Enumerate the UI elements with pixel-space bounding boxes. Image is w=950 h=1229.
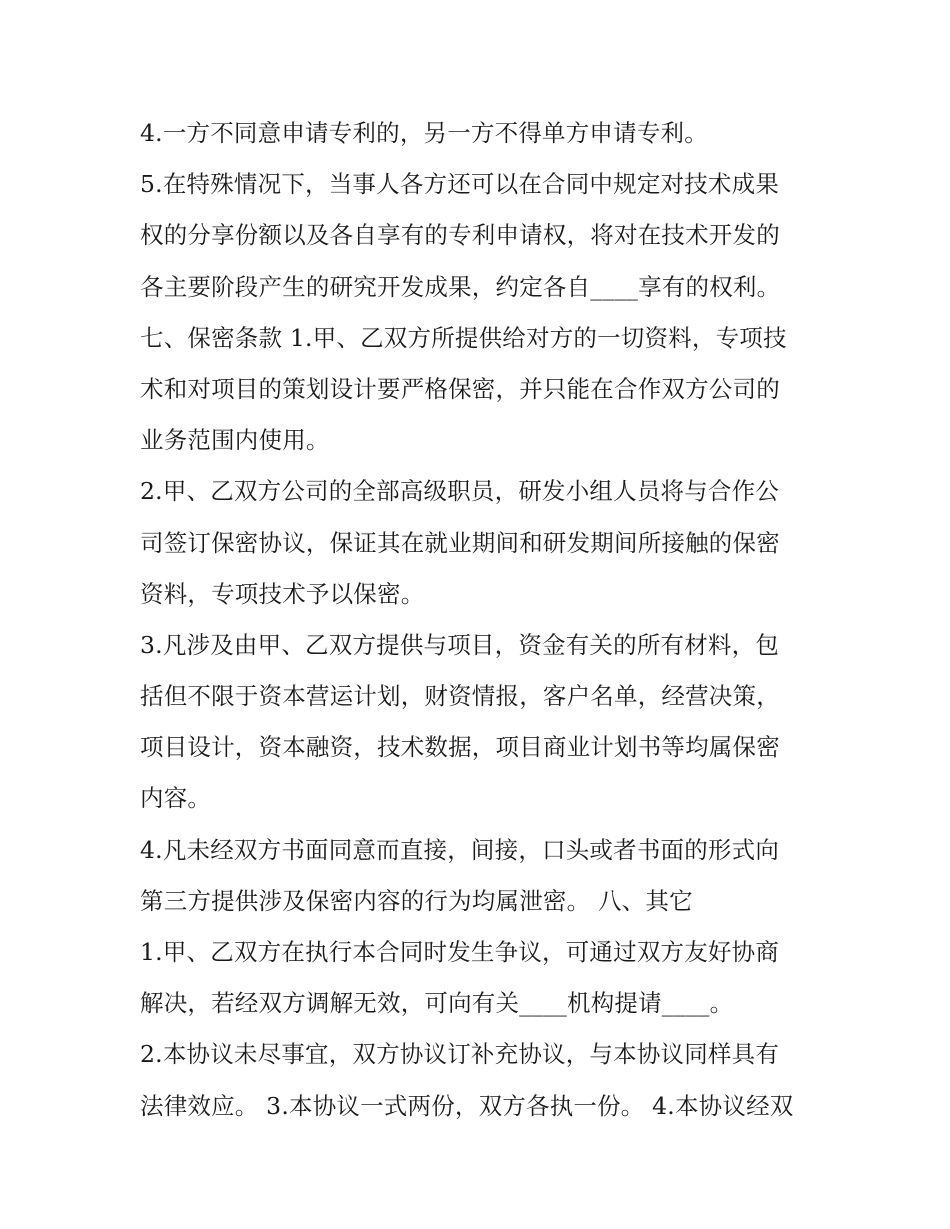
text-line: 七、保密条款 1.甲、乙双方所提供给对方的一切资料，专项技 [140,323,787,352]
text-line: 括但不限于资本营运计划，财资情报，客户名单，经营决策， [140,682,780,711]
text-line: 术和对项目的策划设计要严格保密，并只能在合作双方公司的 [140,374,780,403]
text-line: 各主要阶段产生的研究开发成果，约定各自____享有的权利。 [140,272,781,301]
text-line: 司签订保密协议，保证其在就业期间和研发期间所接触的保密 [140,528,780,557]
document-body [140,108,820,1132]
text-line: 2.本协议未尽事宜，双方协议订补充协议，与本协议同样具有 [140,1040,780,1069]
text-line: 解决，若经双方调解无效，可向有关____机构提请____。 [140,989,734,1018]
text-line: 第三方提供涉及保密内容的行为均属泄密。 八、其它 [140,886,693,915]
text-line: 4.凡未经双方书面同意而直接，间接，口头或者书面的形式向 [140,835,780,864]
text-line: 资料，专项技术予以保密。 [140,579,425,608]
text-line: 内容。 [140,784,212,813]
text-line: 权的分享份额以及各自享有的专利申请权，将对在技术开发的 [140,221,780,250]
text-line: 5.在特殊情况下，当事人各方还可以在合同中规定对技术成果 [140,170,780,199]
text-line: 业务范围内使用。 [140,426,330,455]
text-line: 4.一方不同意申请专利的，另一方不得单方申请专利。 [140,119,708,147]
text-line: 3.凡涉及由甲、乙双方提供与项目，资金有关的所有材料，包 [140,630,780,659]
text-line: 2.甲、乙双方公司的全部高级职员，研发小组人员将与合作公 [140,477,780,506]
text-line: 项目设计，资本融资，技术数据，项目商业计划书等均属保密 [140,733,780,762]
text-line: 法律效应。 3.本协议一式两份，双方各执一份。 4.本协议经双 [140,1091,794,1120]
text-line: 1.甲、乙双方在执行本合同时发生争议，可通过双方友好协商 [140,938,780,966]
